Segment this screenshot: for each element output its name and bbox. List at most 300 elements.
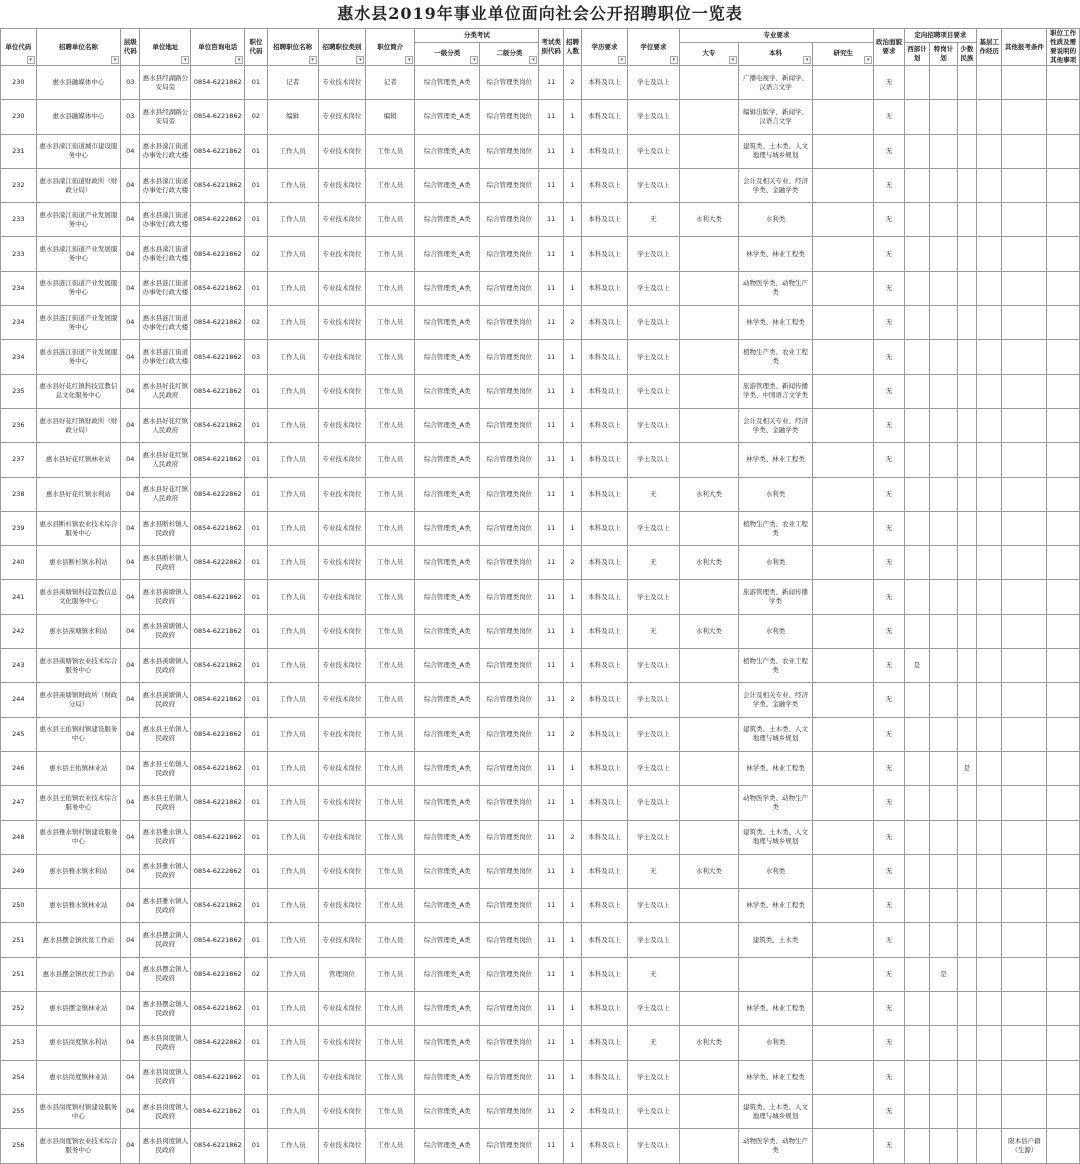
table-cell[interactable]: 234 xyxy=(1,271,37,305)
table-cell[interactable] xyxy=(813,1094,874,1128)
table-cell[interactable]: 234 xyxy=(1,340,37,374)
table-cell[interactable]: 工作人员 xyxy=(366,1060,415,1094)
table-cell[interactable] xyxy=(679,271,738,305)
table-cell[interactable]: 1 xyxy=(563,614,581,648)
table-cell[interactable]: 243 xyxy=(1,649,37,683)
table-cell[interactable] xyxy=(679,374,738,408)
table-cell[interactable] xyxy=(957,408,976,442)
table-cell[interactable]: 01 xyxy=(245,477,267,511)
table-cell[interactable] xyxy=(813,1026,874,1060)
table-cell[interactable] xyxy=(904,168,929,202)
table-cell[interactable] xyxy=(977,408,1002,442)
table-cell[interactable]: 专业技术岗位 xyxy=(318,1060,366,1094)
table-cell[interactable]: 工作人员 xyxy=(267,683,318,717)
table-cell[interactable] xyxy=(1002,134,1047,168)
table-cell[interactable]: 是 xyxy=(904,649,929,683)
table-cell[interactable]: 综合管理类岗位 xyxy=(480,1094,539,1128)
table-cell[interactable]: 综合管理类岗位 xyxy=(480,374,539,408)
table-cell[interactable]: 综合管理类岗位 xyxy=(480,340,539,374)
header-other[interactable]: 其他报考条件 xyxy=(1002,29,1047,66)
table-cell[interactable]: 本科及以上 xyxy=(582,237,628,271)
table-cell[interactable]: 230 xyxy=(1,100,37,134)
table-cell[interactable]: 234 xyxy=(1,306,37,340)
table-cell[interactable]: 专业技术岗位 xyxy=(318,992,366,1026)
table-cell[interactable]: 无 xyxy=(627,957,679,991)
table-cell[interactable]: 1 xyxy=(563,408,581,442)
table-cell[interactable] xyxy=(977,477,1002,511)
table-cell[interactable] xyxy=(679,100,738,134)
table-cell[interactable]: 专业技术岗位 xyxy=(318,1094,366,1128)
table-cell[interactable] xyxy=(813,203,874,237)
table-cell[interactable]: 1 xyxy=(563,751,581,785)
table-cell[interactable]: 综合管理类_A类 xyxy=(415,443,480,477)
table-cell[interactable]: 01 xyxy=(245,820,267,854)
table-cell[interactable] xyxy=(1047,1094,1080,1128)
table-cell[interactable] xyxy=(1002,854,1047,888)
table-cell[interactable] xyxy=(977,511,1002,545)
table-cell[interactable] xyxy=(930,511,957,545)
table-cell[interactable]: 编辑 xyxy=(267,100,318,134)
table-cell[interactable] xyxy=(977,786,1002,820)
table-cell[interactable]: 1 xyxy=(563,957,581,991)
table-cell[interactable]: 工作人员 xyxy=(267,1060,318,1094)
table-cell[interactable]: 专业技术岗位 xyxy=(318,271,366,305)
table-cell[interactable] xyxy=(813,992,874,1026)
table-cell[interactable]: 本科及以上 xyxy=(582,854,628,888)
table-cell[interactable]: 无 xyxy=(874,443,905,477)
table-cell[interactable]: 本科及以上 xyxy=(582,340,628,374)
table-cell[interactable] xyxy=(957,511,976,545)
table-cell[interactable]: 本科及以上 xyxy=(582,614,628,648)
table-cell[interactable]: 广播电视学、新闻学、汉语言文学 xyxy=(738,66,812,100)
table-cell[interactable]: 建筑类、土木类、人文地理与城乡规划 xyxy=(738,717,812,751)
table-cell[interactable]: 工作人员 xyxy=(267,649,318,683)
table-cell[interactable] xyxy=(977,751,1002,785)
table-cell[interactable] xyxy=(1047,923,1080,957)
table-cell[interactable]: 无 xyxy=(874,854,905,888)
table-cell[interactable]: 综合管理类_A类 xyxy=(415,649,480,683)
header-exam-code[interactable]: 考试类别代码 xyxy=(539,29,563,66)
table-cell[interactable] xyxy=(904,100,929,134)
table-cell[interactable]: 综合管理类岗位 xyxy=(480,889,539,923)
table-cell[interactable]: 1 xyxy=(563,1060,581,1094)
table-cell[interactable]: 本科及以上 xyxy=(582,168,628,202)
table-cell[interactable] xyxy=(1002,580,1047,614)
table-cell[interactable] xyxy=(930,134,957,168)
table-cell[interactable]: 04 xyxy=(121,1129,140,1163)
table-cell[interactable]: 11 xyxy=(539,1094,563,1128)
table-cell[interactable]: 综合管理类岗位 xyxy=(480,100,539,134)
table-cell[interactable]: 工作人员 xyxy=(267,992,318,1026)
table-cell[interactable]: 学士及以上 xyxy=(627,168,679,202)
table-cell[interactable]: 1 xyxy=(563,786,581,820)
table-cell[interactable]: 工作人员 xyxy=(267,374,318,408)
table-cell[interactable]: 惠水县王佑镇人民政府 xyxy=(140,751,191,785)
table-cell[interactable] xyxy=(930,1094,957,1128)
table-cell[interactable]: 04 xyxy=(121,683,140,717)
table-cell[interactable] xyxy=(679,992,738,1026)
table-cell[interactable] xyxy=(904,203,929,237)
table-cell[interactable] xyxy=(930,992,957,1026)
table-cell[interactable] xyxy=(930,889,957,923)
table-cell[interactable] xyxy=(813,751,874,785)
table-cell[interactable]: 无 xyxy=(874,820,905,854)
filter-dropdown-icon[interactable]: ▾ xyxy=(670,56,678,64)
table-cell[interactable]: 综合管理类_A类 xyxy=(415,271,480,305)
table-cell[interactable]: 246 xyxy=(1,751,37,785)
table-cell[interactable]: 工作人员 xyxy=(267,546,318,580)
table-cell[interactable]: 无 xyxy=(874,786,905,820)
table-cell[interactable] xyxy=(679,408,738,442)
table-cell[interactable]: 综合管理类岗位 xyxy=(480,957,539,991)
table-cell[interactable] xyxy=(904,992,929,1026)
table-cell[interactable]: 1 xyxy=(563,477,581,511)
table-cell[interactable]: 是 xyxy=(957,751,976,785)
header-post-category[interactable]: 招聘职位类别 ▾ xyxy=(318,29,366,66)
table-cell[interactable]: 238 xyxy=(1,477,37,511)
table-cell[interactable]: 综合管理类岗位 xyxy=(480,306,539,340)
table-cell[interactable] xyxy=(957,477,976,511)
table-cell[interactable] xyxy=(813,923,874,957)
table-cell[interactable]: 01 xyxy=(245,408,267,442)
table-cell[interactable]: 惠水县岗度镇水利站 xyxy=(36,1026,120,1060)
table-cell[interactable]: 11 xyxy=(539,786,563,820)
table-cell[interactable] xyxy=(813,683,874,717)
table-cell[interactable]: 01 xyxy=(245,203,267,237)
table-cell[interactable]: 工作人员 xyxy=(366,786,415,820)
table-cell[interactable]: 11 xyxy=(539,992,563,1026)
table-cell[interactable]: 综合管理类岗位 xyxy=(480,751,539,785)
table-cell[interactable] xyxy=(904,66,929,100)
table-cell[interactable]: 2 xyxy=(563,1094,581,1128)
table-cell[interactable]: 无 xyxy=(874,1060,905,1094)
table-cell[interactable]: 惠水县好花红镇林业站 xyxy=(36,443,120,477)
table-cell[interactable] xyxy=(977,580,1002,614)
table-cell[interactable]: 记者 xyxy=(366,66,415,100)
table-cell[interactable]: 11 xyxy=(539,306,563,340)
table-cell[interactable]: 11 xyxy=(539,168,563,202)
table-cell[interactable] xyxy=(1047,580,1080,614)
table-cell[interactable]: 237 xyxy=(1,443,37,477)
table-cell[interactable]: 综合管理类岗位 xyxy=(480,203,539,237)
table-cell[interactable]: 本科及以上 xyxy=(582,923,628,957)
table-cell[interactable]: 0854-6222862 xyxy=(191,1026,245,1060)
header-education[interactable]: 学历要求 ▾ xyxy=(582,29,628,66)
table-cell[interactable]: 综合管理类岗位 xyxy=(480,1026,539,1060)
table-cell[interactable]: 11 xyxy=(539,511,563,545)
table-cell[interactable]: 专业技术岗位 xyxy=(318,889,366,923)
table-cell[interactable] xyxy=(977,717,1002,751)
table-cell[interactable]: 动物医学类、动物生产类 xyxy=(738,1129,812,1163)
table-cell[interactable] xyxy=(957,340,976,374)
table-cell[interactable]: 惠水县岗度镇人民政府 xyxy=(140,1060,191,1094)
table-cell[interactable] xyxy=(1047,134,1080,168)
table-cell[interactable] xyxy=(904,546,929,580)
header-undergrad[interactable]: 本科 ▾ xyxy=(738,42,812,65)
table-cell[interactable]: 学士及以上 xyxy=(627,649,679,683)
table-cell[interactable]: 专业技术岗位 xyxy=(318,408,366,442)
table-cell[interactable]: 综合管理类岗位 xyxy=(480,580,539,614)
table-cell[interactable] xyxy=(679,306,738,340)
table-cell[interactable]: 惠水县羡塘镇人民政府 xyxy=(140,683,191,717)
table-cell[interactable] xyxy=(1002,992,1047,1026)
table-cell[interactable]: 工作人员 xyxy=(366,1129,415,1163)
table-cell[interactable]: 工作人员 xyxy=(366,923,415,957)
table-cell[interactable] xyxy=(1047,477,1080,511)
table-cell[interactable] xyxy=(904,340,929,374)
table-cell[interactable] xyxy=(679,1060,738,1094)
table-cell[interactable] xyxy=(1047,614,1080,648)
table-cell[interactable]: 0854-6221862 xyxy=(191,1094,245,1128)
table-cell[interactable] xyxy=(679,1094,738,1128)
table-cell[interactable] xyxy=(904,1060,929,1094)
table-cell[interactable]: 工作人员 xyxy=(267,271,318,305)
table-cell[interactable]: 学士及以上 xyxy=(627,751,679,785)
table-cell[interactable] xyxy=(1002,168,1047,202)
table-cell[interactable]: 无 xyxy=(874,1094,905,1128)
table-cell[interactable]: 综合管理类岗位 xyxy=(480,66,539,100)
table-cell[interactable] xyxy=(930,820,957,854)
table-cell[interactable]: 惠水县王佑镇人民政府 xyxy=(140,717,191,751)
table-cell[interactable] xyxy=(930,66,957,100)
table-cell[interactable]: 林学类、林业工程类 xyxy=(738,237,812,271)
table-cell[interactable] xyxy=(1002,408,1047,442)
table-cell[interactable]: 专业技术岗位 xyxy=(318,100,366,134)
table-cell[interactable] xyxy=(930,477,957,511)
table-cell[interactable]: 1 xyxy=(563,923,581,957)
table-cell[interactable]: 惠水县岗度镇人民政府 xyxy=(140,1026,191,1060)
filter-dropdown-icon[interactable]: ▾ xyxy=(181,56,189,64)
table-cell[interactable]: 综合管理类_A类 xyxy=(415,168,480,202)
table-cell[interactable]: 11 xyxy=(539,271,563,305)
table-cell[interactable] xyxy=(957,786,976,820)
table-cell[interactable]: 11 xyxy=(539,820,563,854)
table-cell[interactable] xyxy=(957,168,976,202)
table-cell[interactable]: 11 xyxy=(539,957,563,991)
table-cell[interactable]: 11 xyxy=(539,751,563,785)
table-cell[interactable]: 232 xyxy=(1,168,37,202)
table-cell[interactable] xyxy=(930,408,957,442)
table-cell[interactable] xyxy=(977,237,1002,271)
table-cell[interactable]: 04 xyxy=(121,786,140,820)
table-cell[interactable]: 专业技术岗位 xyxy=(318,1129,366,1163)
table-cell[interactable]: 无 xyxy=(874,649,905,683)
table-cell[interactable]: 04 xyxy=(121,1060,140,1094)
table-cell[interactable] xyxy=(1047,374,1080,408)
table-cell[interactable]: 本科及以上 xyxy=(582,649,628,683)
table-cell[interactable] xyxy=(904,271,929,305)
table-cell[interactable]: 04 xyxy=(121,1026,140,1060)
table-cell[interactable] xyxy=(813,374,874,408)
table-cell[interactable]: 专业技术岗位 xyxy=(318,546,366,580)
table-cell[interactable]: 工作人员 xyxy=(267,820,318,854)
table-cell[interactable] xyxy=(679,168,738,202)
table-cell[interactable]: 无 xyxy=(874,477,905,511)
table-cell[interactable] xyxy=(679,751,738,785)
table-cell[interactable]: 惠水县雅水镇水利站 xyxy=(36,854,120,888)
table-cell[interactable]: 无 xyxy=(874,580,905,614)
table-cell[interactable]: 0854-6221862 xyxy=(191,889,245,923)
table-cell[interactable]: 综合管理类_A类 xyxy=(415,992,480,1026)
table-cell[interactable] xyxy=(977,374,1002,408)
table-cell[interactable]: 无 xyxy=(627,546,679,580)
table-cell[interactable] xyxy=(1002,340,1047,374)
table-cell[interactable] xyxy=(1002,786,1047,820)
table-cell[interactable]: 254 xyxy=(1,1060,37,1094)
table-cell[interactable]: 编辑 xyxy=(366,100,415,134)
table-cell[interactable] xyxy=(957,306,976,340)
table-cell[interactable]: 01 xyxy=(245,580,267,614)
table-cell[interactable]: 无 xyxy=(627,203,679,237)
table-cell[interactable]: 01 xyxy=(245,66,267,100)
filter-dropdown-icon[interactable]: ▾ xyxy=(235,56,243,64)
table-cell[interactable] xyxy=(1047,443,1080,477)
table-cell[interactable]: 04 xyxy=(121,580,140,614)
table-cell[interactable] xyxy=(904,477,929,511)
table-cell[interactable] xyxy=(1002,477,1047,511)
table-cell[interactable]: 本科及以上 xyxy=(582,477,628,511)
table-cell[interactable]: 惠水县濛江街道产业发展服务中心 xyxy=(36,203,120,237)
table-cell[interactable]: 0854-6221862 xyxy=(191,751,245,785)
table-cell[interactable]: 惠水县羡塘镇财政所（财政分局） xyxy=(36,683,120,717)
table-cell[interactable]: 综合管理类岗位 xyxy=(480,443,539,477)
table-cell[interactable] xyxy=(679,786,738,820)
table-cell[interactable] xyxy=(738,957,812,991)
table-cell[interactable]: 惠水县经湖路公安局旁 xyxy=(140,66,191,100)
table-cell[interactable]: 02 xyxy=(245,100,267,134)
table-cell[interactable]: 工作人员 xyxy=(366,683,415,717)
table-cell[interactable]: 惠水县王佑镇林业站 xyxy=(36,751,120,785)
table-cell[interactable]: 专业技术岗位 xyxy=(318,751,366,785)
table-cell[interactable] xyxy=(1002,1060,1047,1094)
table-cell[interactable] xyxy=(904,820,929,854)
table-cell[interactable]: 专业技术岗位 xyxy=(318,168,366,202)
table-cell[interactable]: 0854-6221862 xyxy=(191,306,245,340)
table-cell[interactable] xyxy=(813,649,874,683)
table-cell[interactable]: 惠水县好花红镇人民政府 xyxy=(140,374,191,408)
table-cell[interactable]: 04 xyxy=(121,374,140,408)
table-cell[interactable]: 综合管理类_A类 xyxy=(415,1060,480,1094)
table-cell[interactable]: 综合管理类岗位 xyxy=(480,477,539,511)
table-cell[interactable]: 专业技术岗位 xyxy=(318,374,366,408)
table-cell[interactable] xyxy=(1047,408,1080,442)
table-cell[interactable]: 本科及以上 xyxy=(582,443,628,477)
table-cell[interactable]: 241 xyxy=(1,580,37,614)
table-cell[interactable]: 无 xyxy=(874,889,905,923)
table-cell[interactable]: 04 xyxy=(121,1094,140,1128)
table-cell[interactable]: 11 xyxy=(539,649,563,683)
table-cell[interactable]: 惠水县羡塘镇人民政府 xyxy=(140,614,191,648)
table-cell[interactable]: 植物生产类、农业工程类 xyxy=(738,340,812,374)
table-cell[interactable]: 学士及以上 xyxy=(627,134,679,168)
table-cell[interactable] xyxy=(957,580,976,614)
table-cell[interactable]: 0854-6221862 xyxy=(191,649,245,683)
table-cell[interactable] xyxy=(1002,100,1047,134)
table-cell[interactable] xyxy=(1047,546,1080,580)
table-cell[interactable] xyxy=(977,923,1002,957)
table-cell[interactable]: 综合管理类_A类 xyxy=(415,408,480,442)
table-cell[interactable]: 综合管理类_A类 xyxy=(415,237,480,271)
header-west[interactable]: 西部计划 xyxy=(904,42,929,65)
table-cell[interactable]: 综合管理类岗位 xyxy=(480,1060,539,1094)
table-cell[interactable]: 无 xyxy=(874,751,905,785)
table-cell[interactable]: 233 xyxy=(1,237,37,271)
table-cell[interactable]: 11 xyxy=(539,408,563,442)
table-cell[interactable] xyxy=(957,683,976,717)
table-cell[interactable]: 0854-6221862 xyxy=(191,511,245,545)
table-cell[interactable]: 本科及以上 xyxy=(582,1026,628,1060)
table-cell[interactable]: 04 xyxy=(121,134,140,168)
table-cell[interactable] xyxy=(930,443,957,477)
table-cell[interactable]: 专业技术岗位 xyxy=(318,66,366,100)
table-cell[interactable]: 工作人员 xyxy=(267,134,318,168)
table-cell[interactable]: 无 xyxy=(874,340,905,374)
table-cell[interactable]: 综合管理类岗位 xyxy=(480,511,539,545)
table-cell[interactable]: 1 xyxy=(563,340,581,374)
header-political[interactable]: 政治面貌要求 xyxy=(874,29,905,66)
table-cell[interactable] xyxy=(930,546,957,580)
table-cell[interactable]: 学士及以上 xyxy=(627,306,679,340)
table-cell[interactable]: 惠水县岗度镇人民政府 xyxy=(140,1094,191,1128)
table-cell[interactable]: 02 xyxy=(245,306,267,340)
table-cell[interactable]: 工作人员 xyxy=(366,511,415,545)
table-cell[interactable]: 0854-6221862 xyxy=(191,717,245,751)
table-cell[interactable]: 1 xyxy=(563,100,581,134)
filter-dropdown-icon[interactable]: ▾ xyxy=(529,56,537,64)
table-cell[interactable] xyxy=(1047,306,1080,340)
table-cell[interactable] xyxy=(679,1129,738,1163)
table-cell[interactable]: 0854-6221862 xyxy=(191,66,245,100)
table-cell[interactable] xyxy=(904,408,929,442)
table-cell[interactable]: 本科及以上 xyxy=(582,1129,628,1163)
table-cell[interactable]: 无 xyxy=(874,271,905,305)
table-cell[interactable]: 240 xyxy=(1,546,37,580)
table-cell[interactable] xyxy=(1002,511,1047,545)
table-cell[interactable] xyxy=(930,580,957,614)
table-cell[interactable]: 0854-6221862 xyxy=(191,820,245,854)
table-cell[interactable]: 1 xyxy=(563,580,581,614)
table-cell[interactable] xyxy=(904,614,929,648)
table-cell[interactable] xyxy=(1002,889,1047,923)
table-cell[interactable] xyxy=(679,443,738,477)
table-cell[interactable]: 学士及以上 xyxy=(627,100,679,134)
table-cell[interactable]: 无 xyxy=(874,168,905,202)
table-cell[interactable] xyxy=(679,957,738,991)
table-cell[interactable]: 工作人员 xyxy=(366,889,415,923)
table-cell[interactable]: 惠水县断杉镇人民政府 xyxy=(140,546,191,580)
table-cell[interactable]: 无 xyxy=(874,100,905,134)
table-cell[interactable]: 综合管理类岗位 xyxy=(480,649,539,683)
table-cell[interactable]: 综合管理类_A类 xyxy=(415,786,480,820)
table-cell[interactable]: 综合管理类_A类 xyxy=(415,717,480,751)
table-cell[interactable]: 学士及以上 xyxy=(627,786,679,820)
table-cell[interactable] xyxy=(813,957,874,991)
table-cell[interactable]: 1 xyxy=(563,203,581,237)
header-graduate[interactable]: 研究生 ▾ xyxy=(813,42,874,65)
table-cell[interactable] xyxy=(1047,237,1080,271)
table-cell[interactable] xyxy=(904,923,929,957)
table-cell[interactable] xyxy=(1002,546,1047,580)
table-cell[interactable] xyxy=(813,66,874,100)
table-cell[interactable] xyxy=(1047,683,1080,717)
table-cell[interactable] xyxy=(977,271,1002,305)
table-cell[interactable]: 无 xyxy=(874,1026,905,1060)
table-cell[interactable] xyxy=(813,1060,874,1094)
table-cell[interactable] xyxy=(904,511,929,545)
table-cell[interactable]: 工作人员 xyxy=(267,1129,318,1163)
table-cell[interactable]: 04 xyxy=(121,717,140,751)
table-cell[interactable] xyxy=(957,134,976,168)
